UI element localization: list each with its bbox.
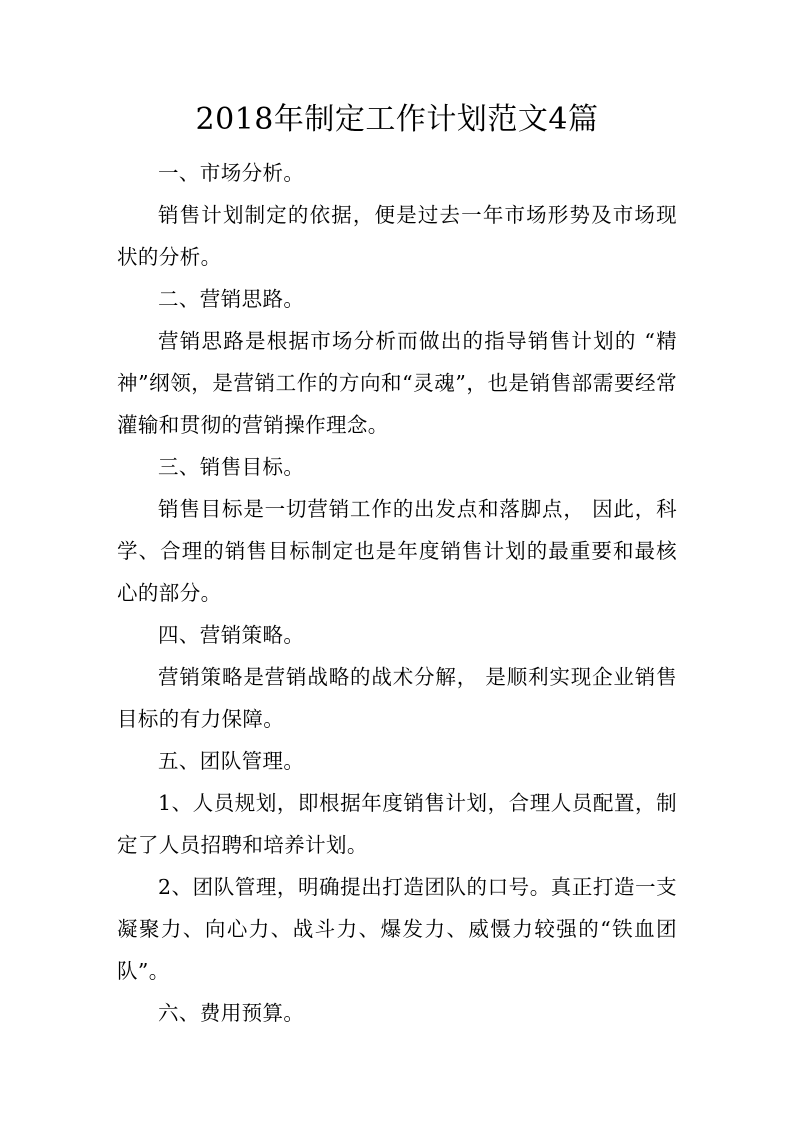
paragraph-sales-target: 销售目标是一切营销工作的出发点和落脚点， 因此，科学、合理的销售目标制定也是年度销售计划的最重要和最核心的部分。 bbox=[117, 497, 677, 605]
section-heading-marketing-approach: 二、营销思路。 bbox=[158, 287, 305, 311]
paragraph-market-analysis: 销售计划制定的依据，便是过去一年市场形势及市场现状的分析。 bbox=[117, 203, 677, 269]
section-heading-team-management: 五、团队管理。 bbox=[158, 749, 305, 773]
section-heading-sales-target: 三、销售目标。 bbox=[158, 455, 305, 479]
paragraph-marketing-approach: 营销思路是根据市场分析而做出的指导销售计划的 “精神”纲领，是营销工作的方向和“灵魂”，也是销售部需要经常灌输和贯彻的营销操作理念。 bbox=[117, 329, 677, 437]
document-body bbox=[117, 152, 677, 1034]
document-title: 2018年制定工作计划范文4篇 bbox=[195, 102, 599, 137]
section-heading-budget: 六、费用预算。 bbox=[158, 1001, 305, 1025]
section-heading-market-analysis: 一、市场分析。 bbox=[158, 161, 305, 185]
paragraph-staff-planning: 1、人员规划，即根据年度销售计划，合理人员配置，制定了人员招聘和培养计划。 bbox=[117, 791, 677, 857]
paragraph-team-management: 2、团队管理，明确提出打造团队的口号。真正打造一支凝聚力、向心力、战斗力、爆发力、威慑力较强的“铁血团队”。 bbox=[117, 875, 677, 983]
paragraph-marketing-strategy: 营销策略是营销战略的战术分解， 是顺利实现企业销售目标的有力保障。 bbox=[117, 665, 677, 731]
section-heading-marketing-strategy: 四、营销策略。 bbox=[158, 623, 305, 647]
